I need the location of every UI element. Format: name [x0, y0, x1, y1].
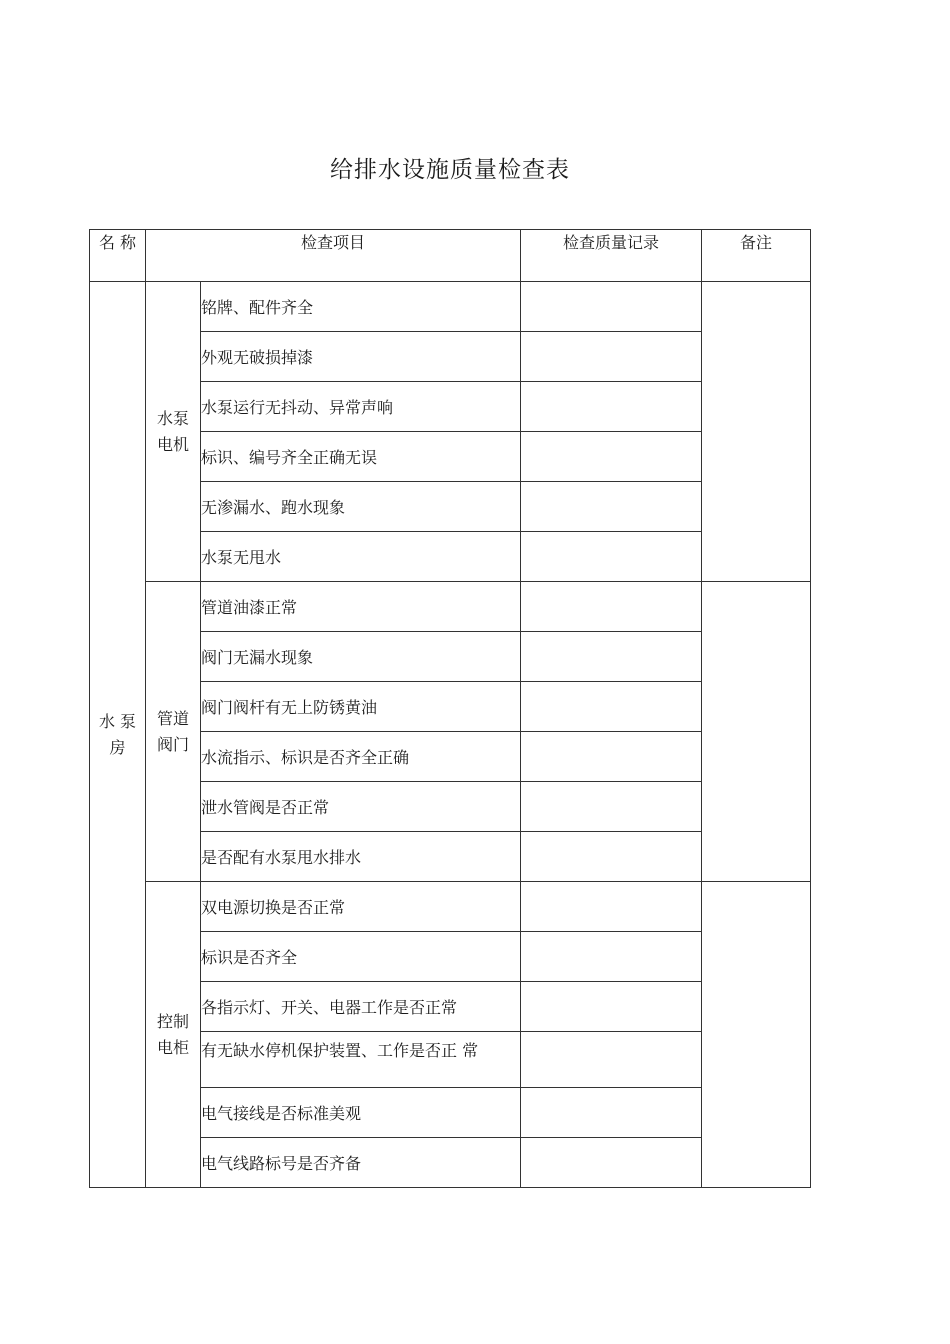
- group-label-line1: 水泵: [156, 408, 189, 428]
- record-cell[interactable]: [521, 882, 702, 932]
- check-item: 电气线路标号是否齐备: [201, 1138, 521, 1188]
- check-item: 是否配有水泵甩水排水: [201, 832, 521, 882]
- record-cell[interactable]: [521, 582, 702, 632]
- record-cell[interactable]: [521, 732, 702, 782]
- record-cell[interactable]: [521, 632, 702, 682]
- record-cell[interactable]: [521, 482, 702, 532]
- check-item: 标识是否齐全: [201, 932, 521, 982]
- header-remark: 备注: [702, 230, 811, 282]
- header-row: [90, 230, 811, 282]
- record-cell[interactable]: [521, 932, 702, 982]
- check-item: 水泵运行无抖动、异常声响: [201, 382, 521, 432]
- record-cell[interactable]: [521, 832, 702, 882]
- check-item: 铭牌、配件齐全: [201, 282, 521, 332]
- check-item: 双电源切换是否正常: [201, 882, 521, 932]
- record-cell[interactable]: [521, 532, 702, 582]
- group-label-line2: 电柜: [156, 1037, 189, 1057]
- record-cell[interactable]: [521, 982, 702, 1032]
- group-label-line2: 电机: [156, 434, 189, 454]
- check-item: 标识、编号齐全正确无误: [201, 432, 521, 482]
- record-cell[interactable]: [521, 332, 702, 382]
- table-row: [90, 882, 811, 932]
- header-items: 检查项目: [146, 230, 521, 282]
- record-cell[interactable]: [521, 682, 702, 732]
- check-item: 有无缺水停机保护装置、工作是否正 常: [201, 1032, 521, 1088]
- check-item: 阀门无漏水现象: [201, 632, 521, 682]
- check-item: 管道油漆正常: [201, 582, 521, 632]
- remark-cell[interactable]: [702, 582, 811, 882]
- check-item: 外观无破损掉漆: [201, 332, 521, 382]
- group-cell-control-cabinet: [146, 882, 201, 1188]
- group-label-line1: 管道: [156, 708, 189, 728]
- record-cell[interactable]: [521, 782, 702, 832]
- inspection-table: [89, 229, 811, 1188]
- area-label-line2: 房: [109, 737, 126, 757]
- table-row: [90, 582, 811, 632]
- group-label-line1: 控制: [156, 1011, 189, 1031]
- remark-cell[interactable]: [702, 882, 811, 1188]
- header-record: 检查质量记录: [521, 230, 702, 282]
- area-label-line1: 水 泵: [98, 711, 137, 731]
- header-name: 名 称: [90, 230, 146, 282]
- table-row: [90, 282, 811, 332]
- check-item: 水泵无甩水: [201, 532, 521, 582]
- record-cell[interactable]: [521, 382, 702, 432]
- group-cell-pipe-valve: [146, 582, 201, 882]
- check-item: 无渗漏水、跑水现象: [201, 482, 521, 532]
- check-item: 水流指示、标识是否齐全正确: [201, 732, 521, 782]
- check-item: 各指示灯、开关、电器工作是否正常: [201, 982, 521, 1032]
- group-label-line2: 阀门: [156, 734, 189, 754]
- page-title: 给排水设施质量检查表: [330, 157, 570, 183]
- group-cell-pump-motor: [146, 282, 201, 582]
- record-cell[interactable]: [521, 1138, 702, 1188]
- record-cell[interactable]: [521, 432, 702, 482]
- remark-cell[interactable]: [702, 282, 811, 582]
- record-cell[interactable]: [521, 282, 702, 332]
- area-cell: [90, 282, 146, 1188]
- check-item: 电气接线是否标准美观: [201, 1088, 521, 1138]
- record-cell[interactable]: [521, 1088, 702, 1138]
- check-item: 阀门阀杆有无上防锈黄油: [201, 682, 521, 732]
- record-cell[interactable]: [521, 1032, 702, 1088]
- check-item: 泄水管阀是否正常: [201, 782, 521, 832]
